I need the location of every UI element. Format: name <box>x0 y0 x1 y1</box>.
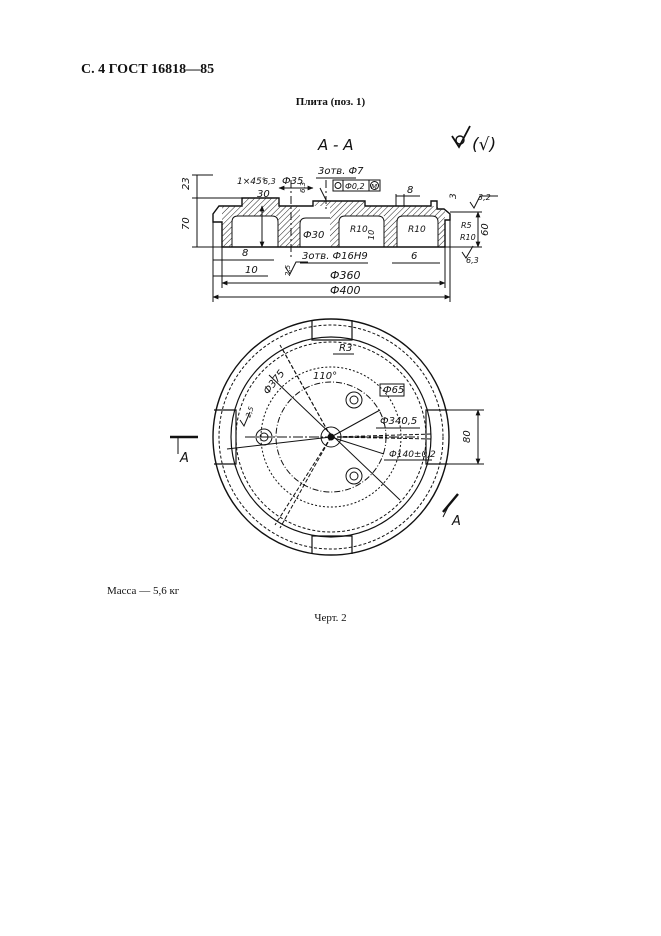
dim-23: 23 <box>181 177 192 190</box>
dim-d30: Ф30 <box>303 230 325 241</box>
mass-note: Масса — 5,6 кг <box>107 585 180 597</box>
dim-10v: 10 <box>367 229 376 240</box>
label-d3405: Ф340,5 <box>380 416 418 427</box>
dim-roughness-63c: 6,3 <box>466 256 479 265</box>
dim-roughness-63b: 6,3 <box>299 181 307 193</box>
dim-roughness-63a: 6,3 <box>263 177 276 186</box>
dim-6: 6 <box>411 251 418 262</box>
label-d375: Ф375 <box>261 368 288 397</box>
page-header: С. 4 ГОСТ 16818—85 <box>81 62 215 77</box>
dim-r10c: R10 <box>460 233 476 242</box>
section-label: A - A <box>318 136 354 154</box>
label-d65: Ф65 <box>383 385 405 396</box>
cut-label-right: A <box>452 514 461 529</box>
dim-70: 70 <box>181 217 192 230</box>
dim-10h: 10 <box>245 265 258 276</box>
label-r3: R3 <box>339 343 353 354</box>
dim-d35: Ф35 <box>282 176 304 187</box>
dim-r10b: R10 <box>408 225 426 235</box>
holes <box>256 392 362 484</box>
label-80: 80 <box>462 430 473 443</box>
dim-r5: R5 <box>461 221 472 230</box>
dim-30: 30 <box>257 189 270 200</box>
drawing-caption: Плита (поз. 1) <box>295 96 366 108</box>
label-angle-110: 110° <box>313 371 338 382</box>
dim-roughness-25: 2,5 <box>284 264 292 276</box>
plan-view <box>170 319 484 555</box>
dim-d400: Ф400 <box>330 284 361 297</box>
dim-3: 3 <box>449 193 459 199</box>
dim-d360: Ф360 <box>330 269 361 282</box>
roughness-symbol <box>452 126 496 155</box>
tolerance-m: M <box>371 183 378 191</box>
dim-chamfer: 1×45° <box>237 177 267 187</box>
dim-roughness-32: 3,2 <box>478 193 491 202</box>
dim-60: 60 <box>480 223 491 236</box>
label-roughness-25: 2,5 <box>244 405 256 419</box>
note-holes-16: 3отв. Ф16Н9 <box>302 251 368 262</box>
figure-number: Черт. 2 <box>314 612 347 624</box>
dim-8b: 8 <box>242 248 249 259</box>
cut-label-left: A <box>180 451 189 466</box>
tolerance-value: Ф0,2 <box>345 182 365 191</box>
section-view <box>181 126 498 302</box>
dim-8a: 8 <box>407 185 414 196</box>
roughness-parens: (√) <box>472 135 497 155</box>
dim-r10a: R10 <box>350 225 368 235</box>
label-d140: Ф140±0,2 <box>389 450 436 460</box>
note-holes-7: 3отв. Ф7 <box>318 166 364 177</box>
